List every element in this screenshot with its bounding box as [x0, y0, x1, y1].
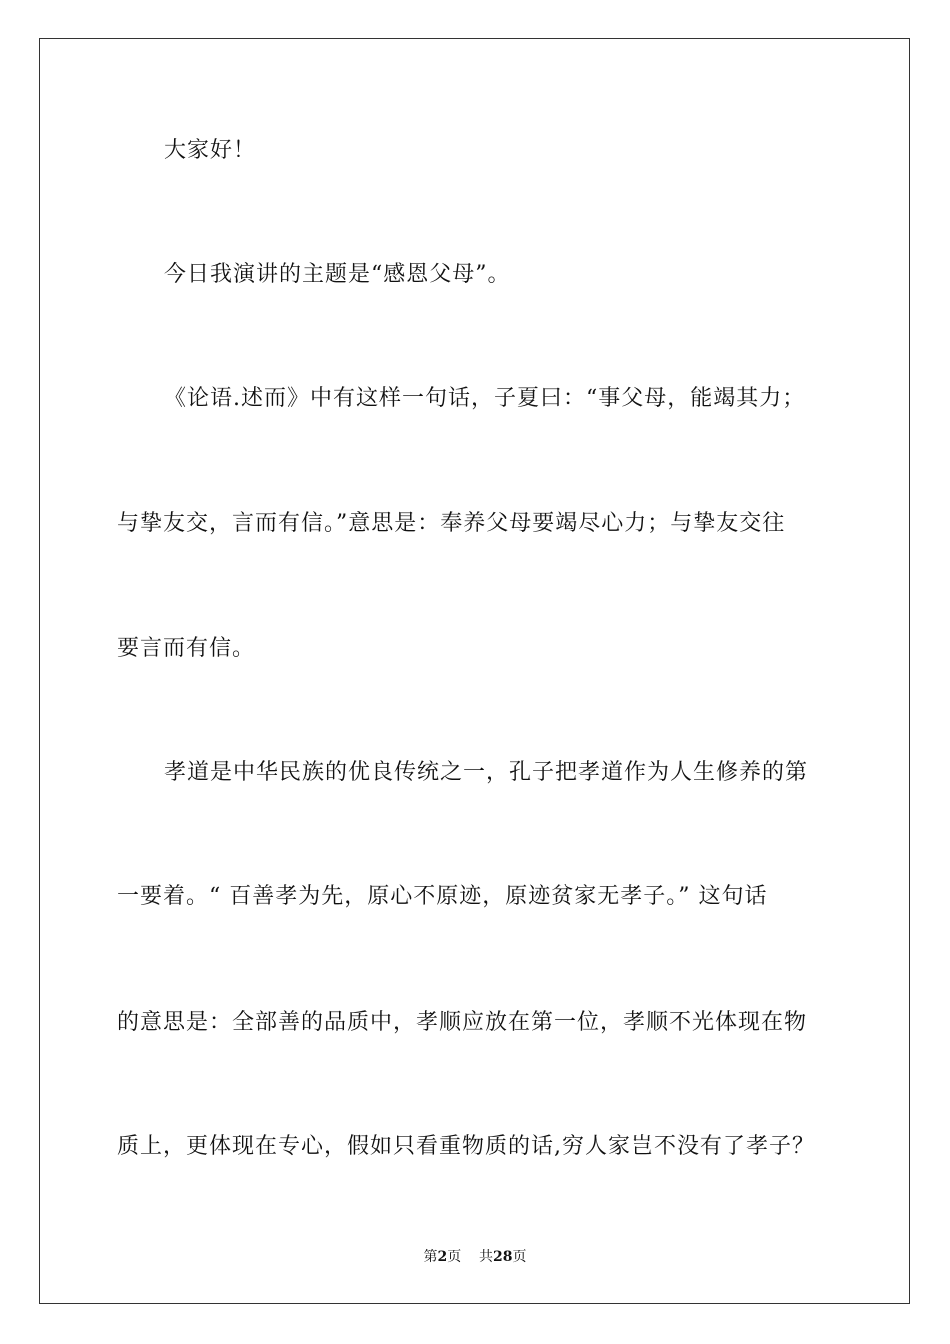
text-line-quote-3: 要言而有信。	[117, 636, 256, 661]
text-line-filial-3: 的意思是：全部善的品质中，孝顺应放在第一位，孝顺不光体现在物	[117, 1010, 808, 1035]
footer-page-number: 2	[437, 1249, 448, 1265]
text-line-filial-1: 孝道是中华民族的优良传统之一，孔子把孝道作为人生修养的第	[164, 760, 809, 785]
footer-total-prefix: 共	[479, 1249, 494, 1265]
footer-page-suffix: 页	[447, 1249, 462, 1265]
footer-total-pages: 28	[493, 1249, 513, 1265]
page-footer	[0, 1248, 950, 1266]
text-line-topic: 今日我演讲的主题是“感恩父母”。	[164, 262, 511, 287]
text-line-quote-2: 与挚友交，言而有信。”意思是：奉养父母要竭尽心力；与挚友交往	[117, 511, 786, 536]
text-line-filial-4: 质上，更体现在专心，假如只看重物质的话,穷人家岂不没有了孝子？	[117, 1134, 815, 1159]
page-border	[39, 38, 910, 1304]
text-line-quote-1: 《论语.述而》中有这样一句话，子夏曰：“事父母，能竭其力；	[164, 386, 806, 411]
text-line-filial-2: 一要着。“ 百善孝为先，原心不原迹，原迹贫家无孝子。” 这句话	[117, 884, 768, 909]
footer-prefix: 第	[423, 1249, 438, 1265]
text-line-greeting: 大家好！	[164, 138, 257, 163]
footer-total-suffix: 页	[512, 1249, 527, 1265]
